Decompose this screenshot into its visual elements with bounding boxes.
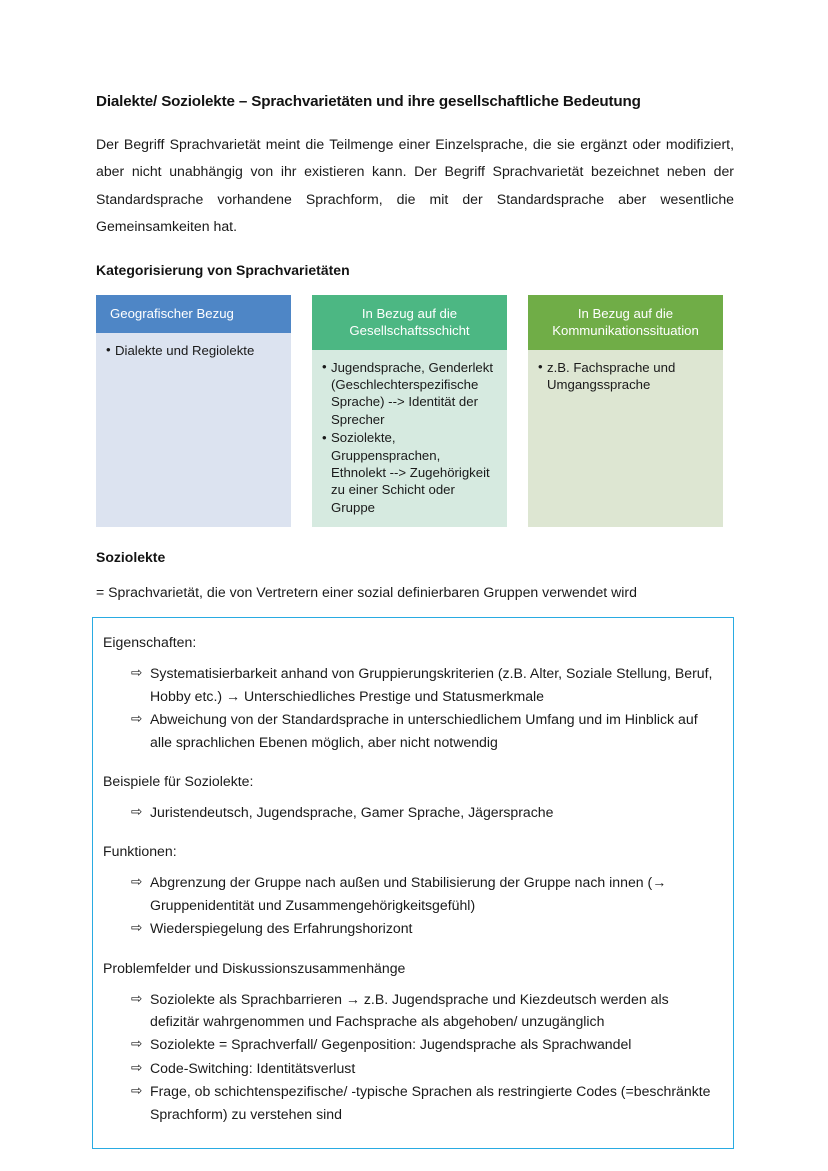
list-item bbox=[103, 871, 721, 916]
list-item-text: Soziolekte = Sprachverfall/ Gegenposition: Jugendsprache als Sprachwandel bbox=[150, 1036, 632, 1053]
list-item: • z.B. Fachsprache und Umgangssprache bbox=[538, 359, 713, 394]
arrow-list-beispiele bbox=[103, 801, 721, 823]
category-box-header: In Bezug auf die Gesellschaftsschicht bbox=[312, 295, 507, 350]
list-item-text: Wiederspiegelung des Erfahrungshorizont bbox=[150, 920, 413, 937]
arrow-right-icon: ⇨ bbox=[131, 920, 143, 936]
list-item bbox=[103, 662, 721, 707]
arrow-right-icon: ⇨ bbox=[131, 711, 143, 727]
list-item-text: Code-Switching: Identitätsverlust bbox=[150, 1059, 356, 1076]
list-item bbox=[103, 708, 721, 753]
category-item-list bbox=[106, 342, 281, 359]
list-item bbox=[103, 801, 721, 823]
soziolekte-detail-box bbox=[92, 617, 734, 1149]
intro-paragraph: Der Begriff Sprachvarietät meint die Teilmenge einer Einzelsprache, die sie ergänzt oder modifiziert, aber nicht unabhängig von ihr existieren kann. Der Begriff Sprachvarietät bezeichnet neben der Standardsprache vorhandene Sprachform, die mit der Standardsprache aber wesentliche Gemeinsamkeiten hat. bbox=[96, 135, 734, 235]
list-item-text: Frage, ob schichtenspezifische/ -typische Sprachen als restringierte Codes (=beschränkte Sprachform) zu verstehen sind bbox=[150, 1083, 711, 1122]
list-item: • Soziolekte, Gruppensprachen, Ethnolekt --> Zugehörigkeit zu einer Schicht oder Gruppe bbox=[322, 429, 497, 516]
list-item bbox=[103, 917, 721, 939]
category-box-body bbox=[96, 333, 291, 528]
arrow-list-eigenschaften bbox=[103, 662, 721, 753]
list-item-text: Abgrenzung der Gruppe nach außen und Stabilisierung der Gruppe nach innen (→ Gruppenidentität und Zusammengehörigkeitsgefühl) bbox=[150, 874, 667, 913]
arrow-right-icon: ⇨ bbox=[131, 665, 143, 681]
block-label-eigenschaften: Eigenschaften: bbox=[103, 634, 197, 651]
arrow-right-icon: ⇨ bbox=[131, 1083, 143, 1099]
category-box-header: In Bezug auf die Kommunikationssituation bbox=[528, 295, 723, 350]
list-item-text: Juristendeutsch, Jugendsprache, Gamer Sprache, Jägersprache bbox=[150, 803, 554, 820]
list-item-text: Soziolekte als Sprachbarrieren → z.B. Jugendsprache und Kiezdeutsch werden als defizitär wahrgenommen und Fachsprache als abgehoben/ unzugänglich bbox=[150, 990, 669, 1029]
category-box-body bbox=[312, 350, 507, 528]
category-item-list bbox=[538, 359, 713, 394]
list-item bbox=[103, 1080, 721, 1125]
list-item bbox=[103, 1057, 721, 1079]
block-label-funktionen: Funktionen: bbox=[103, 843, 177, 860]
category-item-list bbox=[322, 359, 497, 517]
list-item: • Jugendsprache, Genderlekt (Geschlechterspezifische Sprache) --> Identität der Sprecher bbox=[322, 359, 497, 429]
arrow-list-funktionen bbox=[103, 871, 721, 939]
category-box-geografischer-bezug bbox=[96, 295, 291, 528]
soziolekte-heading: Soziolekte bbox=[96, 549, 166, 566]
list-item-text: Abweichung von der Standardsprache in unterschiedlichem Umfang und im Hinblick auf alle sprachlichen Ebenen möglich, aber nicht notwendig bbox=[150, 711, 698, 750]
list-item bbox=[103, 1033, 721, 1055]
arrow-list-problemfelder bbox=[103, 988, 721, 1125]
category-box-gesellschaftsschicht bbox=[312, 295, 507, 528]
list-item bbox=[103, 988, 721, 1033]
arrow-right-icon: ⇨ bbox=[131, 990, 143, 1006]
arrow-right-icon: ⇨ bbox=[131, 803, 143, 819]
categorization-heading: Kategorisierung von Sprachvarietäten bbox=[96, 261, 350, 278]
arrow-right-icon: ⇨ bbox=[131, 874, 143, 890]
category-box-row bbox=[96, 295, 734, 528]
document-content bbox=[96, 92, 734, 1149]
block-label-beispiele: Beispiele für Soziolekte: bbox=[103, 772, 254, 789]
category-box-body bbox=[528, 350, 723, 528]
page-title: Dialekte/ Soziolekte – Sprachvarietäten und ihre gesellschaftliche Bedeutung bbox=[96, 93, 641, 110]
category-box-kommunikationssituation bbox=[528, 295, 723, 528]
list-item-text: Systematisierbarkeit anhand von Gruppierungskriterien (z.B. Alter, Soziale Stellung, Beruf, Hobby etc.) → Unterschiedliches Prestige und Statusmerkmale bbox=[150, 665, 713, 704]
arrow-right-icon: ⇨ bbox=[131, 1059, 143, 1075]
category-box-header: Geografischer Bezug bbox=[96, 295, 291, 333]
block-label-problemfelder: Problemfelder und Diskussionszusammenhänge bbox=[103, 959, 406, 976]
soziolekte-definition: = Sprachvarietät, die von Vertretern einer sozial definierbaren Gruppen verwendet wird bbox=[96, 584, 637, 601]
arrow-right-icon: ⇨ bbox=[131, 1036, 143, 1052]
list-item: • Dialekte und Regiolekte bbox=[106, 342, 281, 359]
